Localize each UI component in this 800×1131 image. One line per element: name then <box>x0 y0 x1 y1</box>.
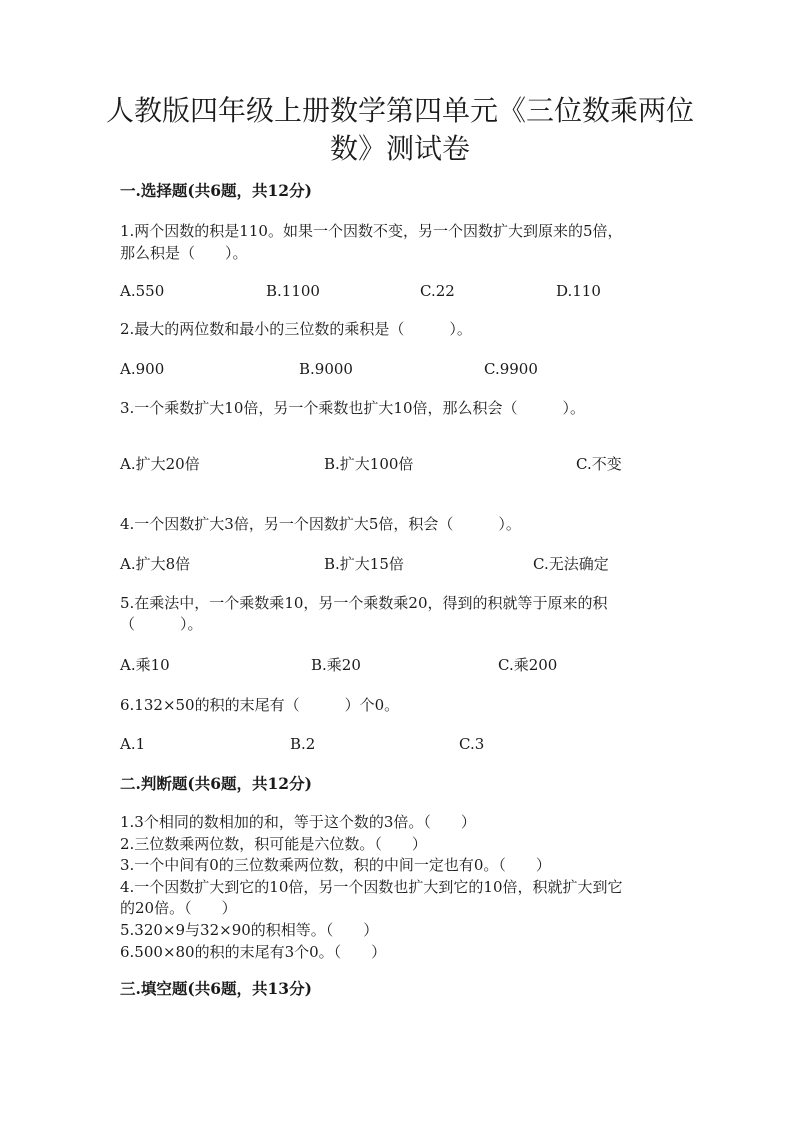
question-5-line-2: （ ）。 <box>120 615 203 633</box>
judge-item-4-line-1: 4.一个因数扩大到它的10倍，另一个因数也扩大到它的10倍，积就扩大到它 <box>120 877 623 896</box>
judge-item-6: 6.500×80的积的末尾有3个0。（ ） <box>120 942 387 961</box>
judge-item-2: 2.三位数乘两位数，积可能是六位数。（ ） <box>120 834 427 853</box>
question-4-line-1: 4.一个因数扩大3倍，另一个因数扩大5倍，积会（ ）。 <box>120 515 521 533</box>
question-6-line-1: 6.132×50的积的末尾有（ ）个0。 <box>120 696 400 714</box>
question-2-option-a: A.900 <box>120 360 165 378</box>
question-1-option-c: C.22 <box>420 282 455 300</box>
question-1-line-2: 那么积是（ ）。 <box>120 244 248 262</box>
question-5-option-a: A.乘10 <box>120 656 170 674</box>
judge-list <box>120 812 623 963</box>
title-line-1: 人教版四年级上册数学第四单元《三位数乘两位 <box>105 94 694 127</box>
question-1-option-b: B.1100 <box>266 282 320 300</box>
question-2-line-1: 2.最大的两位数和最小的三位数的乘积是（ ）。 <box>120 320 472 338</box>
judge-item-5: 5.320×9与32×90的积相等。（ ） <box>120 920 379 939</box>
question-6-option-c: C.3 <box>459 735 485 753</box>
question-5-option-c: C.乘200 <box>498 656 558 674</box>
title-line-2: 数》测试卷 <box>329 132 470 165</box>
question-5-option-b: B.乘20 <box>311 656 361 674</box>
section-heading-fill: 三.填空题(共6题，共13分) <box>120 979 312 998</box>
question-1-line-1: 1.两个因数的积是110。如果一个因数不变，另一个因数扩大到原来的5倍， <box>120 222 623 240</box>
question-5-line-1: 5.在乘法中，一个乘数乘10，另一个乘数乘20，得到的积就等于原来的积 <box>120 594 608 612</box>
question-4-option-b: B.扩大15倍 <box>324 555 404 573</box>
question-4-option-c: C.无法确定 <box>533 555 609 573</box>
question-3-option-c: C.不变 <box>576 455 622 473</box>
section-heading-choice: 一.选择题(共6题，共12分) <box>120 181 312 200</box>
section-heading-judge: 二.判断题(共6题，共12分) <box>120 774 312 793</box>
question-1-option-d: D.110 <box>556 282 601 300</box>
question-3-option-b: B.扩大100倍 <box>324 455 414 473</box>
judge-item-4-line-2: 的20倍。（ ） <box>120 899 237 918</box>
question-1-option-a: A.550 <box>120 282 165 300</box>
question-6-option-a: A.1 <box>120 735 146 753</box>
question-2-option-b: B.9000 <box>299 360 353 378</box>
judge-item-3: 3.一个中间有0的三位数乘两位数，积的中间一定也有0。（ ） <box>120 856 551 875</box>
question-3-line-1: 3.一个乘数扩大10倍，另一个乘数也扩大10倍，那么积会（ ）。 <box>120 399 585 417</box>
judge-item-1: 1.3个相同的数相加的和，等于这个数的3倍。（ ） <box>120 813 476 831</box>
question-4-option-a: A.扩大8倍 <box>120 555 191 573</box>
question-6-option-b: B.2 <box>290 735 316 753</box>
question-3-option-a: A.扩大20倍 <box>120 455 200 473</box>
question-2-option-c: C.9900 <box>484 360 538 378</box>
